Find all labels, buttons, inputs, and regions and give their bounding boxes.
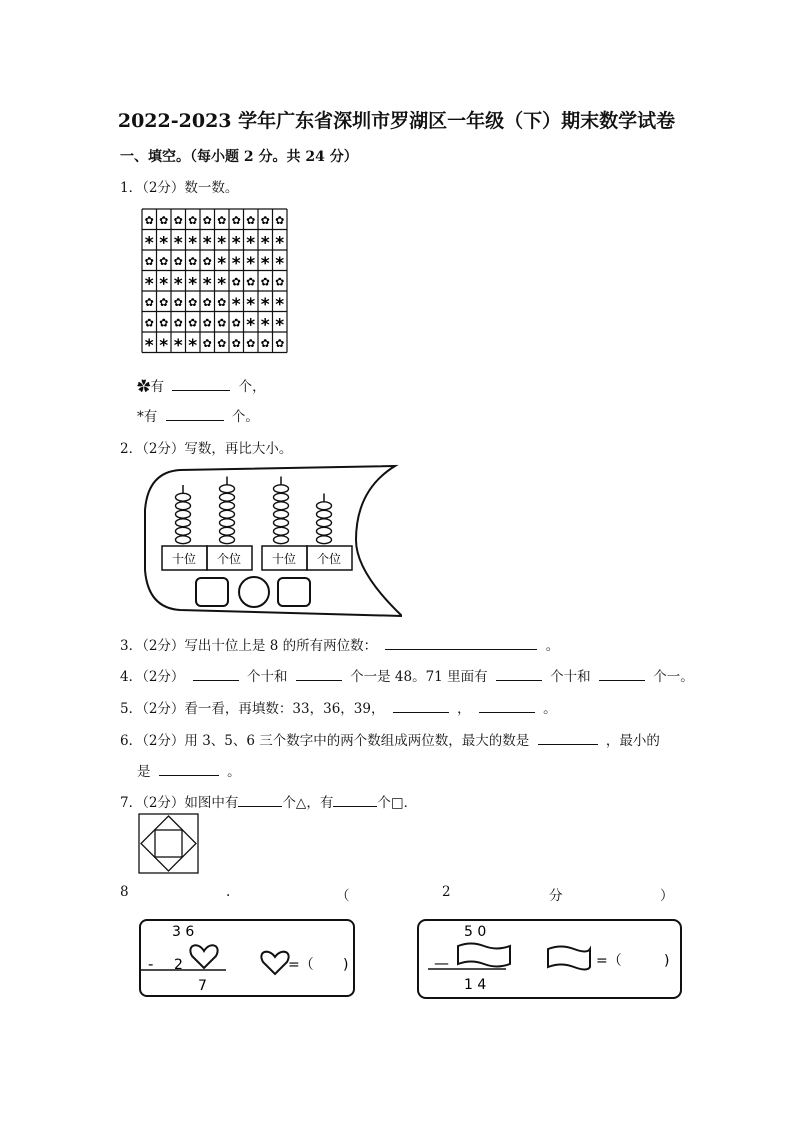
star-icon: * [260, 233, 270, 254]
close-paren[interactable]: ) [664, 953, 670, 969]
flower-icon: ✿ [217, 316, 227, 330]
abacus-bead [317, 519, 332, 527]
flower-icon: ✿ [144, 296, 154, 309]
flower-icon: ✿ [246, 275, 256, 289]
equals-paren: =（ [288, 957, 314, 973]
abacus-bead [274, 536, 289, 544]
question-6-mid: ，最小的 [605, 733, 660, 749]
flower-icon: ✿ [246, 337, 256, 350]
star-icon: * [231, 295, 241, 315]
abacus-bead [176, 510, 191, 518]
tens-label-left: 十位 [171, 552, 197, 566]
star-icon: * [144, 336, 154, 356]
abacus-bead [220, 510, 235, 518]
difference: 7 [198, 978, 207, 994]
flower-icon: ✿ [188, 316, 198, 330]
star-icon: * [246, 233, 256, 254]
flower-label: ✿有 [137, 379, 164, 395]
flower-icon: ✿ [231, 337, 241, 350]
flower-icon: ✿ [159, 296, 169, 309]
star-icon: * [144, 274, 154, 295]
question-3 [120, 634, 559, 654]
flower-icon: ✿ [144, 316, 154, 330]
flower-icon: ✿ [231, 316, 241, 330]
flower-icon: ✿ [173, 255, 183, 268]
flower-icon: ✿ [260, 337, 270, 350]
abacus-bead [176, 493, 191, 501]
question-4-part: 个十和 [247, 669, 288, 685]
flower-unit: 个， [238, 379, 266, 395]
question-6-line2-text: 是 [137, 764, 151, 780]
star-icon: * [202, 274, 212, 295]
answer-box-left[interactable] [196, 578, 228, 606]
difference: 1 4 [464, 977, 487, 993]
question-4-part: 个十和 [550, 669, 591, 685]
tens-label-right: 十位 [271, 552, 297, 566]
flower-icon: ✿ [159, 255, 169, 268]
question-1-star-line [137, 405, 259, 425]
question-4-blank-4[interactable] [599, 667, 645, 681]
star-icon: * [173, 274, 183, 295]
banner-icon [458, 944, 510, 967]
star-unit: 个。 [231, 409, 259, 425]
question-5-blank-1[interactable] [393, 699, 449, 713]
question-7-part: 个△，有 [282, 795, 334, 811]
question-7 [120, 791, 417, 811]
subtrahend-tens: 2 [174, 957, 183, 973]
question-6 [120, 729, 660, 749]
question-2-stem: 2．（2分）写数，再比大小。 [120, 441, 293, 457]
star-icon: * [260, 315, 270, 336]
star-icon: * [188, 274, 198, 295]
flower-icon: ✿ [260, 214, 270, 227]
minuend: 5 0 [464, 924, 487, 940]
star-icon: * [275, 233, 285, 254]
abacus-bead [220, 536, 235, 544]
question-6-blank-1[interactable] [538, 731, 598, 745]
star-icon: * [217, 233, 227, 254]
abacus-bead [176, 536, 191, 544]
compare-circle[interactable] [239, 577, 269, 607]
equals-paren: =（ [596, 953, 622, 969]
star-icon: * [275, 315, 285, 336]
question-8-score: 2 [442, 884, 451, 900]
star-icon: * [144, 233, 154, 254]
question-8-number: 8 [120, 884, 129, 900]
flower-icon: ✿ [217, 296, 227, 309]
abacus-bead [274, 485, 289, 493]
star-icon: * [173, 233, 183, 254]
question-8-unit: 分 [549, 888, 563, 904]
ones-label-left: 个位 [216, 552, 242, 566]
abacus-bead [220, 519, 235, 527]
flower-icon: ✿ [202, 316, 212, 330]
flower-icon: ✿ [202, 255, 212, 268]
flower-icon: ✿ [275, 275, 285, 289]
flower-icon: ✿ [260, 275, 270, 289]
minuend: 3 6 [172, 924, 195, 940]
inner-square [155, 830, 182, 857]
subtraction-card-left [138, 918, 356, 998]
question-5-blank-2[interactable] [479, 699, 535, 713]
question-5-text: 5．（2分）看一看，再填数：33，36，39， [120, 701, 385, 717]
question-4-part: 个一。 [653, 669, 694, 685]
question-5 [120, 697, 557, 717]
flower-icon: ✿ [159, 316, 169, 330]
star-icon: * [159, 233, 169, 254]
question-4-blank-1[interactable] [193, 667, 239, 681]
question-8-rparen: ） [660, 888, 674, 904]
question-4-part: 4．（2分） [120, 669, 185, 685]
flower-icon: ✿ [231, 275, 241, 289]
question-5-end: 。 [543, 701, 557, 717]
abacus-bead [317, 536, 332, 544]
question-4 [120, 665, 694, 685]
flower-icon: ✿ [173, 214, 183, 227]
heart-icon [261, 952, 288, 974]
flower-icon: ✿ [202, 296, 212, 309]
abacus-bead [274, 519, 289, 527]
diamond [141, 816, 196, 871]
flower-icon: ✿ [275, 214, 285, 227]
question-6-end: 。 [227, 764, 241, 780]
flower-icon: ✿ [231, 214, 241, 227]
abacus-bead [220, 527, 235, 535]
star-icon: * [202, 233, 212, 254]
star-icon: * [188, 336, 198, 356]
flower-icon: ✿ [275, 337, 285, 350]
nested-shapes-figure [138, 813, 200, 875]
question-8-lparen: （ [336, 888, 350, 904]
ones-label-right: 个位 [316, 552, 342, 566]
question-1-stem: 1．（2分）数一数。 [120, 180, 239, 196]
star-icon: * [173, 336, 183, 356]
star-icon: * [159, 274, 169, 295]
abacus-bead [176, 502, 191, 510]
flower-icon: ✿ [217, 214, 227, 227]
question-6-line-2 [137, 760, 241, 780]
abacus-bead [274, 527, 289, 535]
flower-icon: ✿ [246, 214, 256, 227]
abacus-bead [220, 485, 235, 493]
question-5-sep: ， [457, 701, 471, 717]
abacus-rods [176, 477, 332, 545]
abacus-bead [317, 502, 332, 510]
star-icon: * [260, 254, 270, 274]
star-icon: * [231, 233, 241, 254]
section-heading: 一、填空。（每小题 2 分。共 24 分） [120, 149, 358, 165]
heart-icon [190, 945, 217, 968]
flower-icon: ✿ [188, 214, 198, 227]
flower-icon: ✿ [202, 337, 212, 350]
flower-icon: ✿ [217, 337, 227, 350]
question-4-part: 个一是 48。71 里面有 [350, 669, 488, 685]
star-icon: * [246, 254, 256, 274]
close-paren[interactable]: ) [343, 957, 349, 973]
question-6-blank-2[interactable] [159, 762, 219, 776]
question-7-part: 个□． [377, 795, 418, 811]
abacus-figure [140, 460, 402, 620]
flower-icon: ✿ [188, 296, 198, 309]
star-icon: * [246, 295, 256, 315]
count-grid [140, 206, 292, 358]
outer-square [139, 814, 198, 873]
abacus-bead [220, 502, 235, 510]
flower-icon: ✿ [202, 214, 212, 227]
question-7-blank-1[interactable] [238, 793, 282, 807]
abacus-bead [176, 519, 191, 527]
question-7-part: 7．（2分）如图中有 [120, 795, 239, 811]
question-7-blank-2[interactable] [333, 793, 377, 807]
flower-icon: ✿ [173, 316, 183, 330]
star-icon: * [246, 315, 256, 336]
flower-icon: ✿ [159, 214, 169, 227]
flower-icon: ✿ [188, 255, 198, 268]
subtraction-card-right [416, 918, 684, 1002]
question-4-blank-3[interactable] [496, 667, 542, 681]
abacus-bead [317, 510, 332, 518]
star-icon: * [260, 295, 270, 315]
question-6-text: 6．（2分）用 3、5、6 三个数字中的两个数组成两位数，最大的数是 [120, 733, 530, 749]
flower-icon: ✿ [144, 214, 154, 227]
banner-icon [548, 947, 590, 970]
question-3-blank[interactable] [385, 636, 537, 650]
question-3-end: 。 [545, 638, 560, 654]
star-icon: * [275, 254, 285, 274]
abacus-bead [274, 493, 289, 501]
question-4-blank-2[interactable] [296, 667, 342, 681]
question-1-flower-line [137, 375, 266, 395]
abacus-bead [274, 502, 289, 510]
answer-box-right[interactable] [278, 578, 310, 606]
flower-icon: ✿ [144, 255, 154, 268]
star-icon: * [217, 254, 227, 274]
question-3-text: 3．（2分）写出十位上是 8 的所有两位数： [120, 638, 378, 654]
abacus-bead [176, 527, 191, 535]
abacus-bead [317, 527, 332, 535]
question-8-dot: . [226, 884, 231, 900]
flower-answer-blank[interactable] [172, 377, 230, 391]
flower-icon: ✿ [173, 296, 183, 309]
page-title: 2022-2023 学年广东省深圳市罗湖区一年级（下）期末数学试卷 [117, 110, 676, 132]
star-icon: * [231, 254, 241, 274]
star-label: *有 [137, 409, 158, 425]
star-answer-blank[interactable] [166, 407, 224, 421]
star-icon: * [275, 295, 285, 315]
abacus-bead [220, 493, 235, 501]
abacus-bead [274, 510, 289, 518]
star-icon: * [159, 336, 169, 356]
minus-sign: — [434, 954, 449, 972]
minus-sign: - [148, 955, 154, 973]
star-icon: * [188, 233, 198, 254]
star-icon: * [217, 274, 227, 295]
